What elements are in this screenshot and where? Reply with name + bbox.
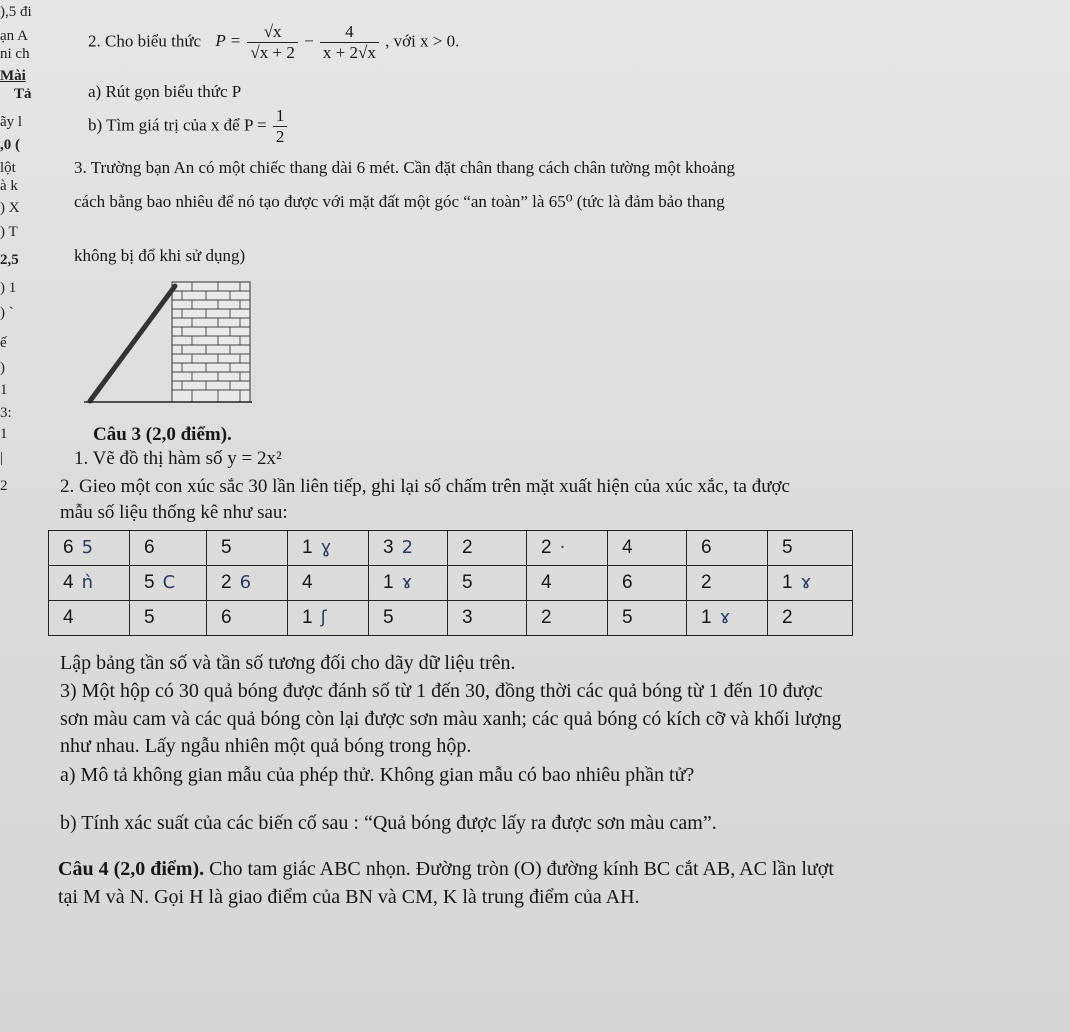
brick-wall <box>172 282 250 402</box>
q2-condition: , với x > 0. <box>385 31 460 51</box>
cell-value: 3 <box>383 537 394 558</box>
table-cell <box>527 531 608 566</box>
fraction-1-denominator: √x + 2 <box>250 43 295 62</box>
dice-data-table <box>48 530 853 636</box>
table-cell <box>49 566 130 601</box>
margin-fragment: ế <box>0 335 7 351</box>
margin-fragment: ),5 đi <box>0 4 32 20</box>
table-cell <box>288 601 369 636</box>
table-cell <box>687 601 768 636</box>
cell-value: 6 <box>701 537 712 558</box>
fraction-half-denominator: 2 <box>275 127 285 146</box>
margin-fragment: 3: <box>0 405 12 421</box>
cau-3-item-3-part-a: a) Mô tả không gian mẫu của phép thử. Không gian mẫu có bao nhiêu phần tử? <box>60 764 695 786</box>
cau-4-title: Câu 4 (2,0 điểm). <box>58 858 205 880</box>
table-cell <box>130 566 207 601</box>
margin-fragment: ) <box>0 360 5 376</box>
cell-value: 6 <box>622 572 633 593</box>
cau-3-title: Câu 3 (2,0 điểm). <box>93 424 232 445</box>
table-cell <box>207 531 288 566</box>
margin-fragment: ạn A <box>0 28 28 44</box>
table-cell <box>130 601 207 636</box>
cell-value: 6 <box>144 537 155 558</box>
cell-value: 6 <box>221 607 232 628</box>
cell-value: 4 <box>63 572 74 593</box>
table-row <box>49 566 853 601</box>
margin-fragment: 1 <box>0 382 8 398</box>
q2-intro: 2. Cho biểu thức <box>88 31 202 51</box>
table-cell <box>448 566 527 601</box>
cell-value: 1 <box>383 572 394 593</box>
fraction-2 <box>320 22 379 63</box>
cell-value: 4 <box>302 572 313 593</box>
margin-fragment: 2,5 <box>0 252 19 268</box>
table-cell <box>608 566 687 601</box>
cau-3-item-1: 1. Vẽ đồ thị hàm số y = 2x² <box>74 448 282 469</box>
table-cell <box>527 566 608 601</box>
handwritten-mark: · <box>559 537 566 558</box>
table-cell <box>448 601 527 636</box>
q2-part-b-text: b) Tìm giá trị của x để P = <box>88 115 267 135</box>
table-cell <box>527 601 608 636</box>
table-cell <box>369 531 448 566</box>
table-cell <box>608 601 687 636</box>
cau-3-item-3-line-2: sơn màu cam và các quả bóng còn lại được sơn màu xanh; các quả bóng có kích cỡ và khối lượng <box>60 708 842 730</box>
table-cell <box>768 601 853 636</box>
fraction-1-numerator: √x <box>247 22 297 43</box>
ladder-wall-illustration <box>80 280 260 410</box>
q2-part-a: a) Rút gọn biểu thức P <box>88 82 242 101</box>
cau-4-text-1: Cho tam giác ABC nhọn. Đường tròn (O) đường kính BC cắt AB, AC lần lượt <box>204 858 834 880</box>
cell-value: 6 <box>63 537 74 558</box>
table-cell <box>369 601 448 636</box>
cell-value: 3 <box>462 607 473 628</box>
fraction-2-numerator: 4 <box>320 22 379 43</box>
table-cell <box>448 531 527 566</box>
cau-3-item-3-part-b: b) Tính xác suất của các biến cố sau : “Quả bóng được lấy ra được sơn màu cam”. <box>60 812 717 834</box>
frequency-table-task: Lập bảng tần số và tần số tương đối cho dãy dữ liệu trên. <box>60 652 516 674</box>
margin-fragment: | <box>0 450 4 466</box>
cell-value: 5 <box>144 572 155 593</box>
cell-value: 1 <box>302 537 313 558</box>
dice-data-table-body <box>49 531 853 636</box>
cell-value: 1 <box>302 607 313 628</box>
cell-value: 5 <box>622 607 633 628</box>
cell-value: 4 <box>622 537 633 558</box>
minus-sign: − <box>304 31 314 51</box>
margin-fragment: ni ch <box>0 46 30 62</box>
margin-fragment: ) T <box>0 224 18 240</box>
fraction-half-numerator: 1 <box>273 106 288 127</box>
margin-fragment: ) X <box>0 200 20 216</box>
margin-fragment: ãy l <box>0 114 23 130</box>
cell-value: 5 <box>383 607 394 628</box>
cell-value: 4 <box>541 572 552 593</box>
table-cell <box>768 566 853 601</box>
table-cell <box>608 531 687 566</box>
cau-4-line-1 <box>58 858 834 881</box>
cell-value: 5 <box>462 572 473 593</box>
margin-fragment: 2 <box>0 478 8 494</box>
handwritten-mark: ɤ <box>800 572 812 593</box>
handwritten-mark: ɤ <box>719 607 731 628</box>
q3-line-3: không bị đổ khi sử dụng) <box>74 246 246 265</box>
handwritten-mark: 2 <box>401 537 414 558</box>
fraction-half <box>273 106 288 147</box>
table-cell <box>687 531 768 566</box>
handwritten-mark: ǹ <box>81 572 93 593</box>
cell-value: 5 <box>221 537 232 558</box>
handwritten-mark: ɣ <box>320 537 332 558</box>
cell-value: 5 <box>144 607 155 628</box>
handwritten-mark: C <box>162 572 176 593</box>
table-row <box>49 601 853 636</box>
q2-p-label: P = <box>215 31 242 51</box>
handwritten-mark: 6 <box>239 572 252 593</box>
q3-line-1: 3. Trường bạn An có một chiếc thang dài 6 mét. Cần đặt chân thang cách chân tường một khoảng <box>74 158 736 177</box>
margin-fragment: Mài <box>0 68 26 84</box>
table-cell <box>288 566 369 601</box>
cell-value: 1 <box>782 572 793 593</box>
cau-4-line-2: tại M và N. Gọi H là giao điểm của BN và CM, K là trung điểm của AH. <box>58 886 640 908</box>
cell-value: 2 <box>782 607 793 628</box>
q3-line-2: cách bằng bao nhiêu để nó tạo được với mặt đất một góc “an toàn” là 65⁰ (tức là đảm bảo thang <box>74 192 725 211</box>
handwritten-mark: 5 <box>81 537 94 558</box>
cau-3-item-2-continued: mẫu số liệu thống kê như sau: <box>60 502 288 523</box>
fraction-2-denominator: x + 2√x <box>322 43 376 62</box>
margin-fragment: ) ` <box>0 305 14 321</box>
cell-value: 2 <box>541 537 552 558</box>
table-cell <box>768 531 853 566</box>
handwritten-mark: ʃ <box>320 607 327 628</box>
margin-fragment: ) 1 <box>0 280 17 296</box>
cau-3-item-3-line-1: 3) Một hộp có 30 quả bóng được đánh số từ 1 đến 30, đồng thời các quả bóng từ 1 đến 10 được <box>60 680 823 702</box>
table-cell <box>207 601 288 636</box>
table-cell <box>49 531 130 566</box>
table-cell <box>288 531 369 566</box>
cell-value: 1 <box>701 607 712 628</box>
cell-value: 2 <box>701 572 712 593</box>
cell-value: 2 <box>221 572 232 593</box>
ladder <box>90 286 175 401</box>
table-row <box>49 531 853 566</box>
fraction-1 <box>247 22 297 63</box>
handwritten-mark: ɤ <box>401 572 413 593</box>
margin-fragment: Tả <box>14 86 32 102</box>
cell-value: 5 <box>782 537 793 558</box>
margin-fragment: à k <box>0 178 18 194</box>
q2-part-b <box>88 106 289 147</box>
question-2-expression <box>88 22 459 63</box>
margin-fragment: 1 <box>0 426 8 442</box>
margin-fragment: lột <box>0 160 16 176</box>
margin-fragment: ,0 ( <box>0 137 20 153</box>
cell-value: 2 <box>462 537 473 558</box>
cau-3-item-2: 2. Gieo một con xúc sắc 30 lần liên tiếp, ghi lại số chấm trên mặt xuất hiện của xúc xắc, ta được <box>60 476 790 497</box>
table-cell <box>687 566 768 601</box>
cau-3-item-3-line-3: như nhau. Lấy ngẫu nhiên một quả bóng trong hộp. <box>60 735 472 757</box>
table-cell <box>369 566 448 601</box>
table-cell <box>207 566 288 601</box>
cell-value: 4 <box>63 607 74 628</box>
cell-value: 2 <box>541 607 552 628</box>
table-cell <box>130 531 207 566</box>
table-cell <box>49 601 130 636</box>
